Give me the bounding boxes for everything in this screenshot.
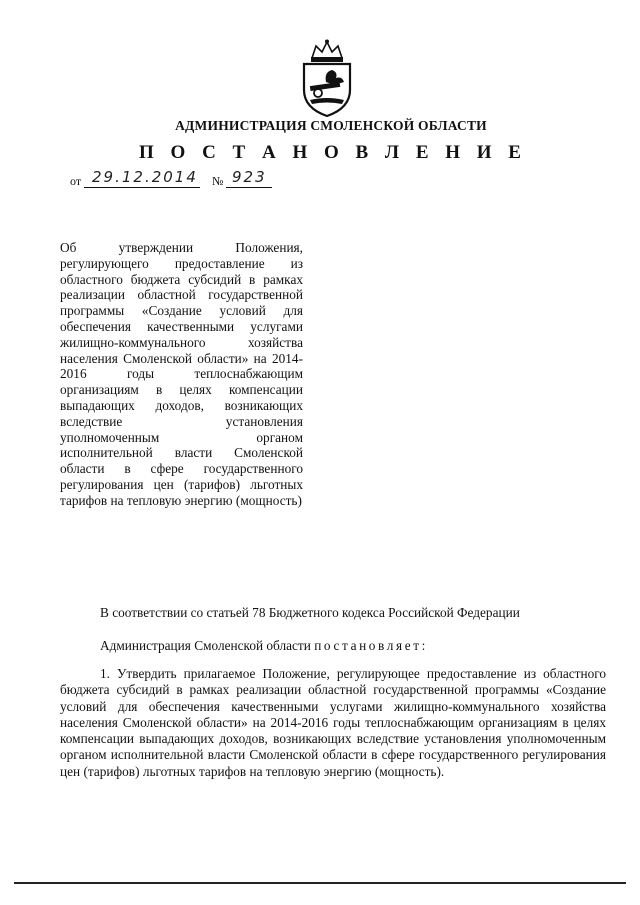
item-1-paragraph: 1. Утвердить прилагаемое Положение, регулирующее предоставление из областного бюджета субсидий в рамках реализации областной государственной программы «Создание условий для обеспечения качественными услугами жилищно-коммунального хозяйства населения Смоленской области» на 2014-2016 годы теплоснабжающим организациям в целях компенсации выпадающих доходов, возникающих вследствие установления уполномоченным органом исполнительной власти Смоленской области в сфере государственного регулирования цен (тарифов) льготных тарифов на тепловую энергию (мощность).: [60, 666, 606, 779]
resolution-subject: Администрация Смоленской области: [100, 638, 311, 653]
legal-basis-paragraph: В соответствии со статьей 78 Бюджетного кодекса Российской Федерации: [100, 605, 520, 620]
document-type-title: П О С Т А Н О В Л Е Н И Е: [139, 142, 527, 163]
number-prefix: №: [212, 174, 224, 188]
date-number-row: [70, 168, 310, 190]
handwritten-number: 923: [232, 168, 267, 186]
organization-name: АДМИНИСТРАЦИЯ СМОЛЕНСКОЙ ОБЛАСТИ: [175, 118, 487, 133]
resolution-verb: постановляет:: [314, 638, 428, 653]
bottom-divider: [14, 882, 626, 884]
document-subject: Об утверждении Положения, регулирующего предоставление из областного бюджета субсидий в рамках реализации областной государственной программы «Создание условий для обеспечения качественными услугами жилищно-коммунального хозяйства населения Смоленской области» на 2014-2016 годы теплоснабжающим организациям в целях компенсации выпадающих доходов, возникающих вследствие установления уполномоченным органом исполнительной власти Смоленской области в сфере государственного регулирования цен (тарифов) льготных тарифов на тепловую энергию (мощность): [60, 240, 303, 508]
handwritten-date: 29.12.2014: [92, 168, 198, 186]
resolution-line: [60, 638, 606, 654]
date-line: [84, 187, 200, 188]
number-line: [226, 187, 272, 188]
smolensk-coat-of-arms-icon: [296, 38, 358, 118]
date-prefix: от: [70, 174, 82, 188]
